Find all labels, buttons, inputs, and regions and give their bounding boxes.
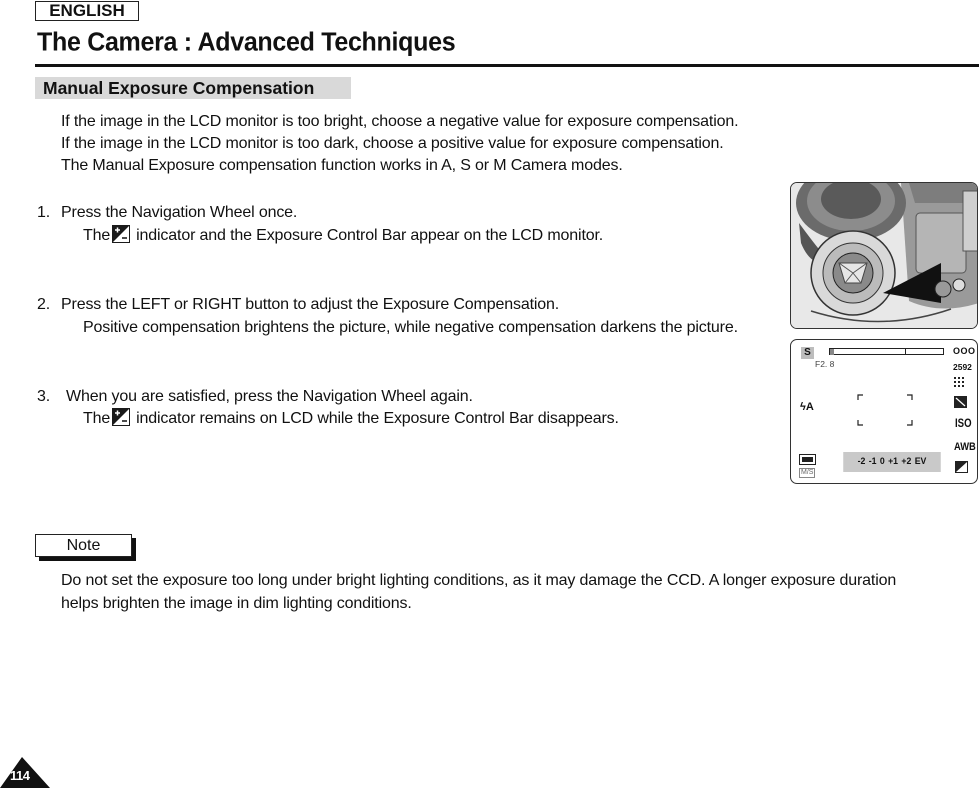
section-heading: Manual Exposure Compensation xyxy=(35,77,351,99)
lcd-focus-frame xyxy=(857,394,913,426)
intro-line-3: The Manual Exposure compensation function works in A, S or M Camera modes. xyxy=(61,157,623,174)
step-3-title: When you are satisfied, press the Navigation Wheel again. xyxy=(66,388,473,405)
lcd-awb: AWB xyxy=(954,441,976,453)
lcd-bar-left-mark xyxy=(830,349,834,355)
lcd-metering-icon xyxy=(953,376,967,390)
camera-drawing xyxy=(791,183,978,329)
step-2-number: 2. xyxy=(37,296,51,313)
lcd-battery-icon xyxy=(799,454,817,466)
exposure-compensation-icon xyxy=(112,225,130,243)
lcd-screen-illustration xyxy=(790,339,978,484)
step-1-number: 1. xyxy=(37,204,51,221)
step-1-title: Press the Navigation Wheel once. xyxy=(61,204,298,221)
step-1-detail xyxy=(83,225,603,247)
step-1-detail-post: indicator and the Exposure Control Bar appear on the LCD monitor. xyxy=(136,227,604,244)
intro-line-1: If the image in the LCD monitor is too bright, choose a negative value for exposure compensation. xyxy=(61,113,739,130)
note-label: Note xyxy=(35,534,132,557)
lcd-mode-indicator: S xyxy=(801,347,814,359)
lcd-bar-tick xyxy=(905,349,906,355)
exposure-compensation-icon xyxy=(112,408,130,426)
lcd-aperture: F2. 8 xyxy=(815,359,835,369)
lcd-flash-auto: ϟA xyxy=(800,401,814,413)
note-line-1: Do not set the exposure too long under bright lighting conditions, as it may damage the CCD. A longer exposure duration xyxy=(61,572,897,589)
lcd-iso: ISO xyxy=(955,416,972,430)
lcd-quality: OOO xyxy=(953,346,976,356)
title-rule xyxy=(35,64,979,67)
page-title: The Camera : Advanced Techniques xyxy=(37,27,456,57)
lcd-exposure-bar xyxy=(829,348,944,355)
step-3-detail-pre: The xyxy=(83,410,111,427)
lcd-resolution: 2592 xyxy=(953,362,972,372)
lcd-exposure-scale: -2 -1 0 +1 +2 EV xyxy=(843,452,941,472)
step-1-detail-pre: The xyxy=(83,227,111,244)
note-line-2: helps brighten the image in dim lighting conditions. xyxy=(61,595,412,612)
lcd-ev-icon xyxy=(955,461,968,473)
lcd-exposure-icon xyxy=(954,396,967,408)
language-tab: ENGLISH xyxy=(35,1,139,21)
step-3-detail-post: indicator remains on LCD while the Exposure Control Bar disappears. xyxy=(136,410,619,427)
lcd-ms-label: M/S xyxy=(801,469,814,476)
step-2-detail: Positive compensation brightens the picture, while negative compensation darkens the picture. xyxy=(83,319,738,336)
step-2-title: Press the LEFT or RIGHT button to adjust the Exposure Compensation. xyxy=(61,296,560,313)
step-3-number: 3. xyxy=(37,388,51,405)
step-3-detail xyxy=(83,408,619,430)
page-number: 114 xyxy=(10,768,30,783)
intro-line-2: If the image in the LCD monitor is too dark, choose a positive value for exposure compensation. xyxy=(61,135,724,152)
camera-illustration xyxy=(790,182,978,329)
